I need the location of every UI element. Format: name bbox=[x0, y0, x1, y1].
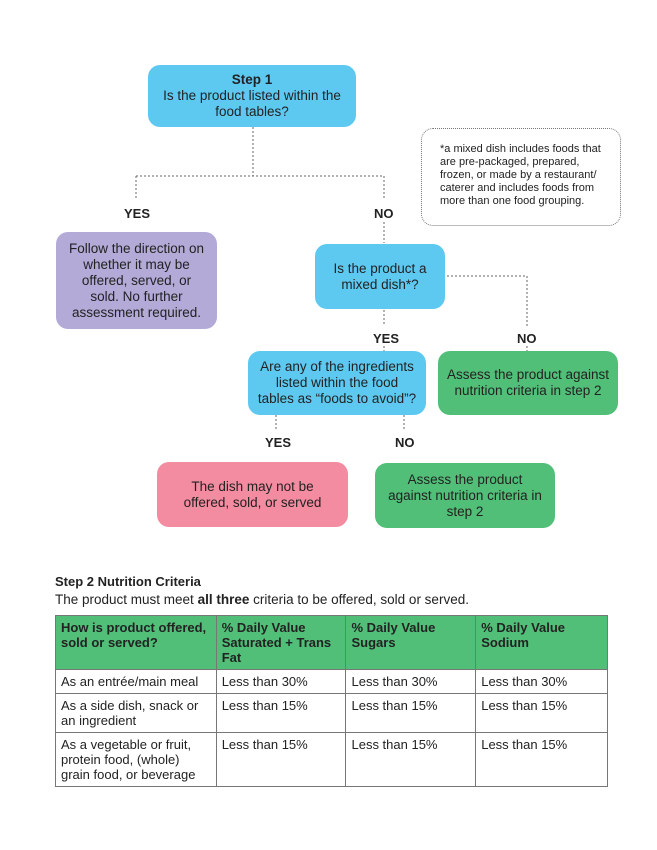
header-sodium: % Daily Value Sodium bbox=[476, 616, 608, 670]
subtitle-emphasis: all three bbox=[197, 592, 250, 607]
follow-direction-box bbox=[56, 232, 217, 329]
assess-bottom-box bbox=[375, 463, 555, 528]
step1-box bbox=[148, 65, 356, 127]
yes-label-2: YES bbox=[373, 331, 400, 346]
no-label-2: NO bbox=[517, 331, 537, 346]
table-cell: Less than 15% bbox=[216, 694, 346, 733]
mixed-dish-question: Is the product a mixed dish*? bbox=[333, 260, 427, 292]
yes-label-1: YES bbox=[124, 206, 151, 221]
table-cell: Less than 15% bbox=[216, 733, 346, 787]
subtitle-part-2: criteria to be offered, sold or served. bbox=[249, 592, 469, 607]
foods-to-avoid-box bbox=[248, 351, 426, 415]
no-label-3: NO bbox=[395, 435, 415, 450]
nutrition-criteria-table bbox=[55, 615, 608, 787]
assess-bottom-text: Assess the product against nutrition criteria in step 2 bbox=[388, 471, 542, 519]
step2-subtitle bbox=[55, 592, 469, 607]
assess-right-box bbox=[438, 351, 618, 415]
mixed-dish-note bbox=[421, 128, 621, 226]
not-offered-box bbox=[157, 462, 348, 527]
step1-question: Is the product listed within the food tables? bbox=[163, 88, 341, 119]
table-row bbox=[56, 733, 608, 787]
not-offered-text: The dish may not be offered, sold, or served bbox=[183, 478, 322, 510]
header-sugars: % Daily Value Sugars bbox=[346, 616, 476, 670]
table-cell: As a side dish, snack or an ingredient bbox=[56, 694, 217, 733]
table-cell: Less than 15% bbox=[476, 733, 608, 787]
no-label-1: NO bbox=[374, 206, 394, 221]
table-header-row bbox=[56, 616, 608, 670]
table-cell: As a vegetable or fruit, protein food, (whole) grain food, or beverage bbox=[56, 733, 217, 787]
mixed-dish-note-text: *a mixed dish includes foods that are pre-packaged, prepared, frozen, or made by a restaurant/ caterer and includes foods from more than one food grouping. bbox=[440, 143, 601, 207]
mixed-dish-box bbox=[315, 244, 445, 309]
step1-title: Step 1 bbox=[231, 72, 273, 87]
table-cell: Less than 30% bbox=[216, 670, 346, 694]
table-row bbox=[56, 670, 608, 694]
yes-label-3: YES bbox=[265, 435, 292, 450]
step2-title: Step 2 Nutrition Criteria bbox=[55, 574, 201, 589]
header-offered: How is product offered, sold or served? bbox=[56, 616, 217, 670]
foods-to-avoid-question: Are any of the ingredients listed within the food tables as “foods to avoid”? bbox=[257, 359, 417, 406]
table-cell: Less than 30% bbox=[346, 670, 476, 694]
follow-direction-text: Follow the direction on whether it may be offered, served, or sold. No further assessment required. bbox=[68, 240, 205, 320]
table-cell: Less than 15% bbox=[346, 733, 476, 787]
assess-right-text: Assess the product against nutrition criteria in step 2 bbox=[446, 367, 610, 398]
subtitle-part-1: The product must meet bbox=[55, 592, 198, 607]
table-cell: Less than 15% bbox=[346, 694, 476, 733]
table-cell: Less than 15% bbox=[476, 694, 608, 733]
table-cell: As an entrée/main meal bbox=[56, 670, 217, 694]
table-cell: Less than 30% bbox=[476, 670, 608, 694]
table-row bbox=[56, 694, 608, 733]
header-fat: % Daily Value Saturated + Trans Fat bbox=[216, 616, 346, 670]
